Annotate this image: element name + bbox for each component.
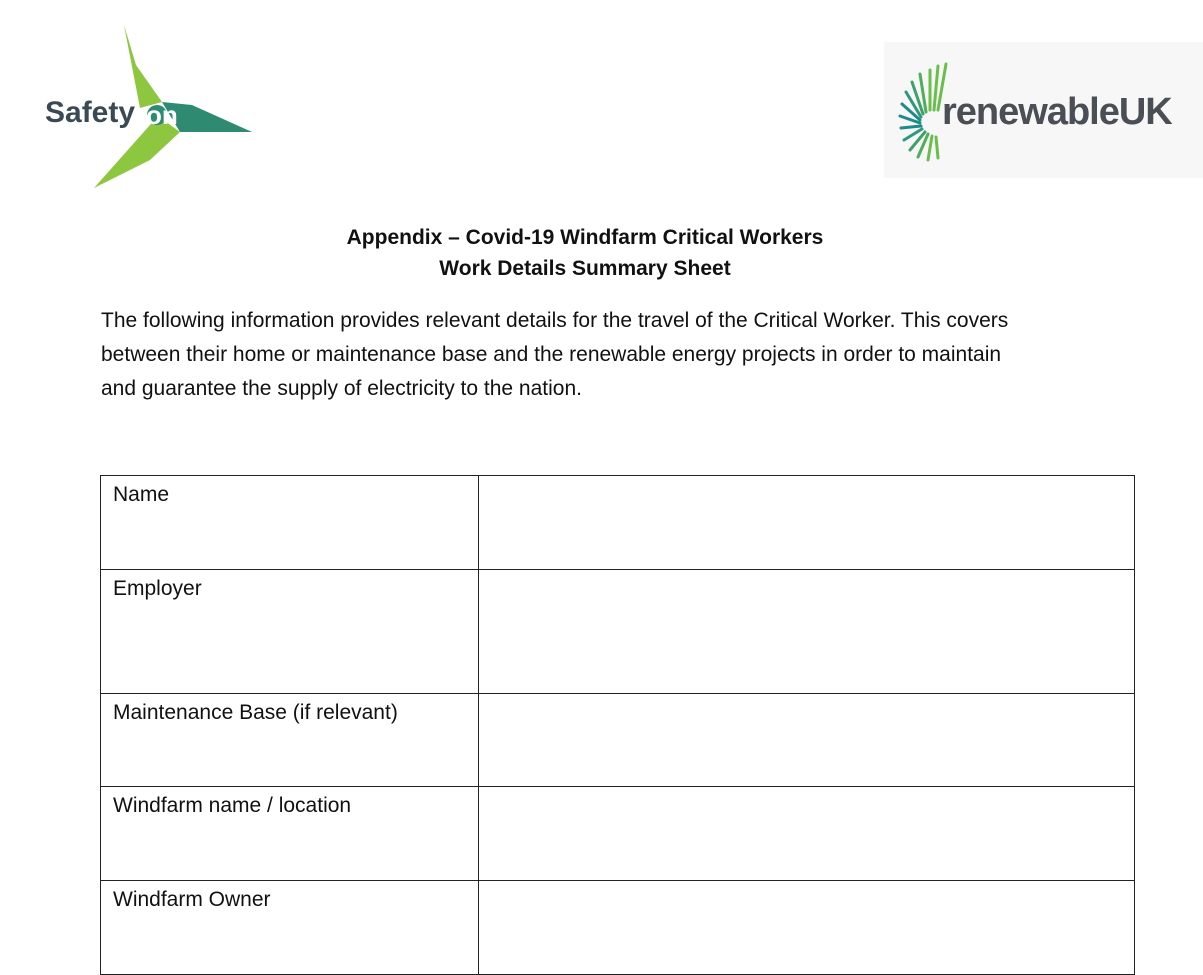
document-title [0, 222, 1170, 284]
title-line-2: Work Details Summary Sheet [439, 257, 731, 280]
value-employer[interactable] [479, 570, 1135, 694]
work-details-table [100, 475, 1135, 975]
intro-line-1: The following information provides relevant details for the travel of the Critical Worker. This covers [101, 309, 1009, 332]
safetyon-logo [40, 20, 260, 190]
svg-text:on: on [146, 100, 178, 130]
intro-paragraph [101, 304, 1141, 406]
label-name: Name [101, 476, 479, 570]
value-windfarm-location[interactable] [479, 787, 1135, 881]
label-maintenance-base: Maintenance Base (if relevant) [101, 694, 479, 787]
renewableuk-logo [884, 42, 1203, 178]
table-row-windfarm-owner [101, 881, 1135, 975]
title-line-1: Appendix – Covid-19 Windfarm Critical Workers [346, 226, 824, 249]
table-row-name [101, 476, 1135, 570]
intro-line-3: and guarantee the supply of electricity to the nation. [101, 377, 582, 400]
label-windfarm-location: Windfarm name / location [101, 787, 479, 881]
svg-text:renewableUK: renewableUK [942, 91, 1172, 133]
label-windfarm-owner: Windfarm Owner [101, 881, 479, 975]
table-row-employer [101, 570, 1135, 694]
intro-line-2: between their home or maintenance base and the renewable energy projects in order to maintain [101, 343, 1002, 366]
table-row-windfarm-location [101, 787, 1135, 881]
value-name[interactable] [479, 476, 1135, 570]
value-windfarm-owner[interactable] [479, 881, 1135, 975]
table-row-maintenance-base [101, 694, 1135, 787]
value-maintenance-base[interactable] [479, 694, 1135, 787]
label-employer: Employer [101, 570, 479, 694]
svg-text:Safety: Safety [45, 96, 136, 129]
